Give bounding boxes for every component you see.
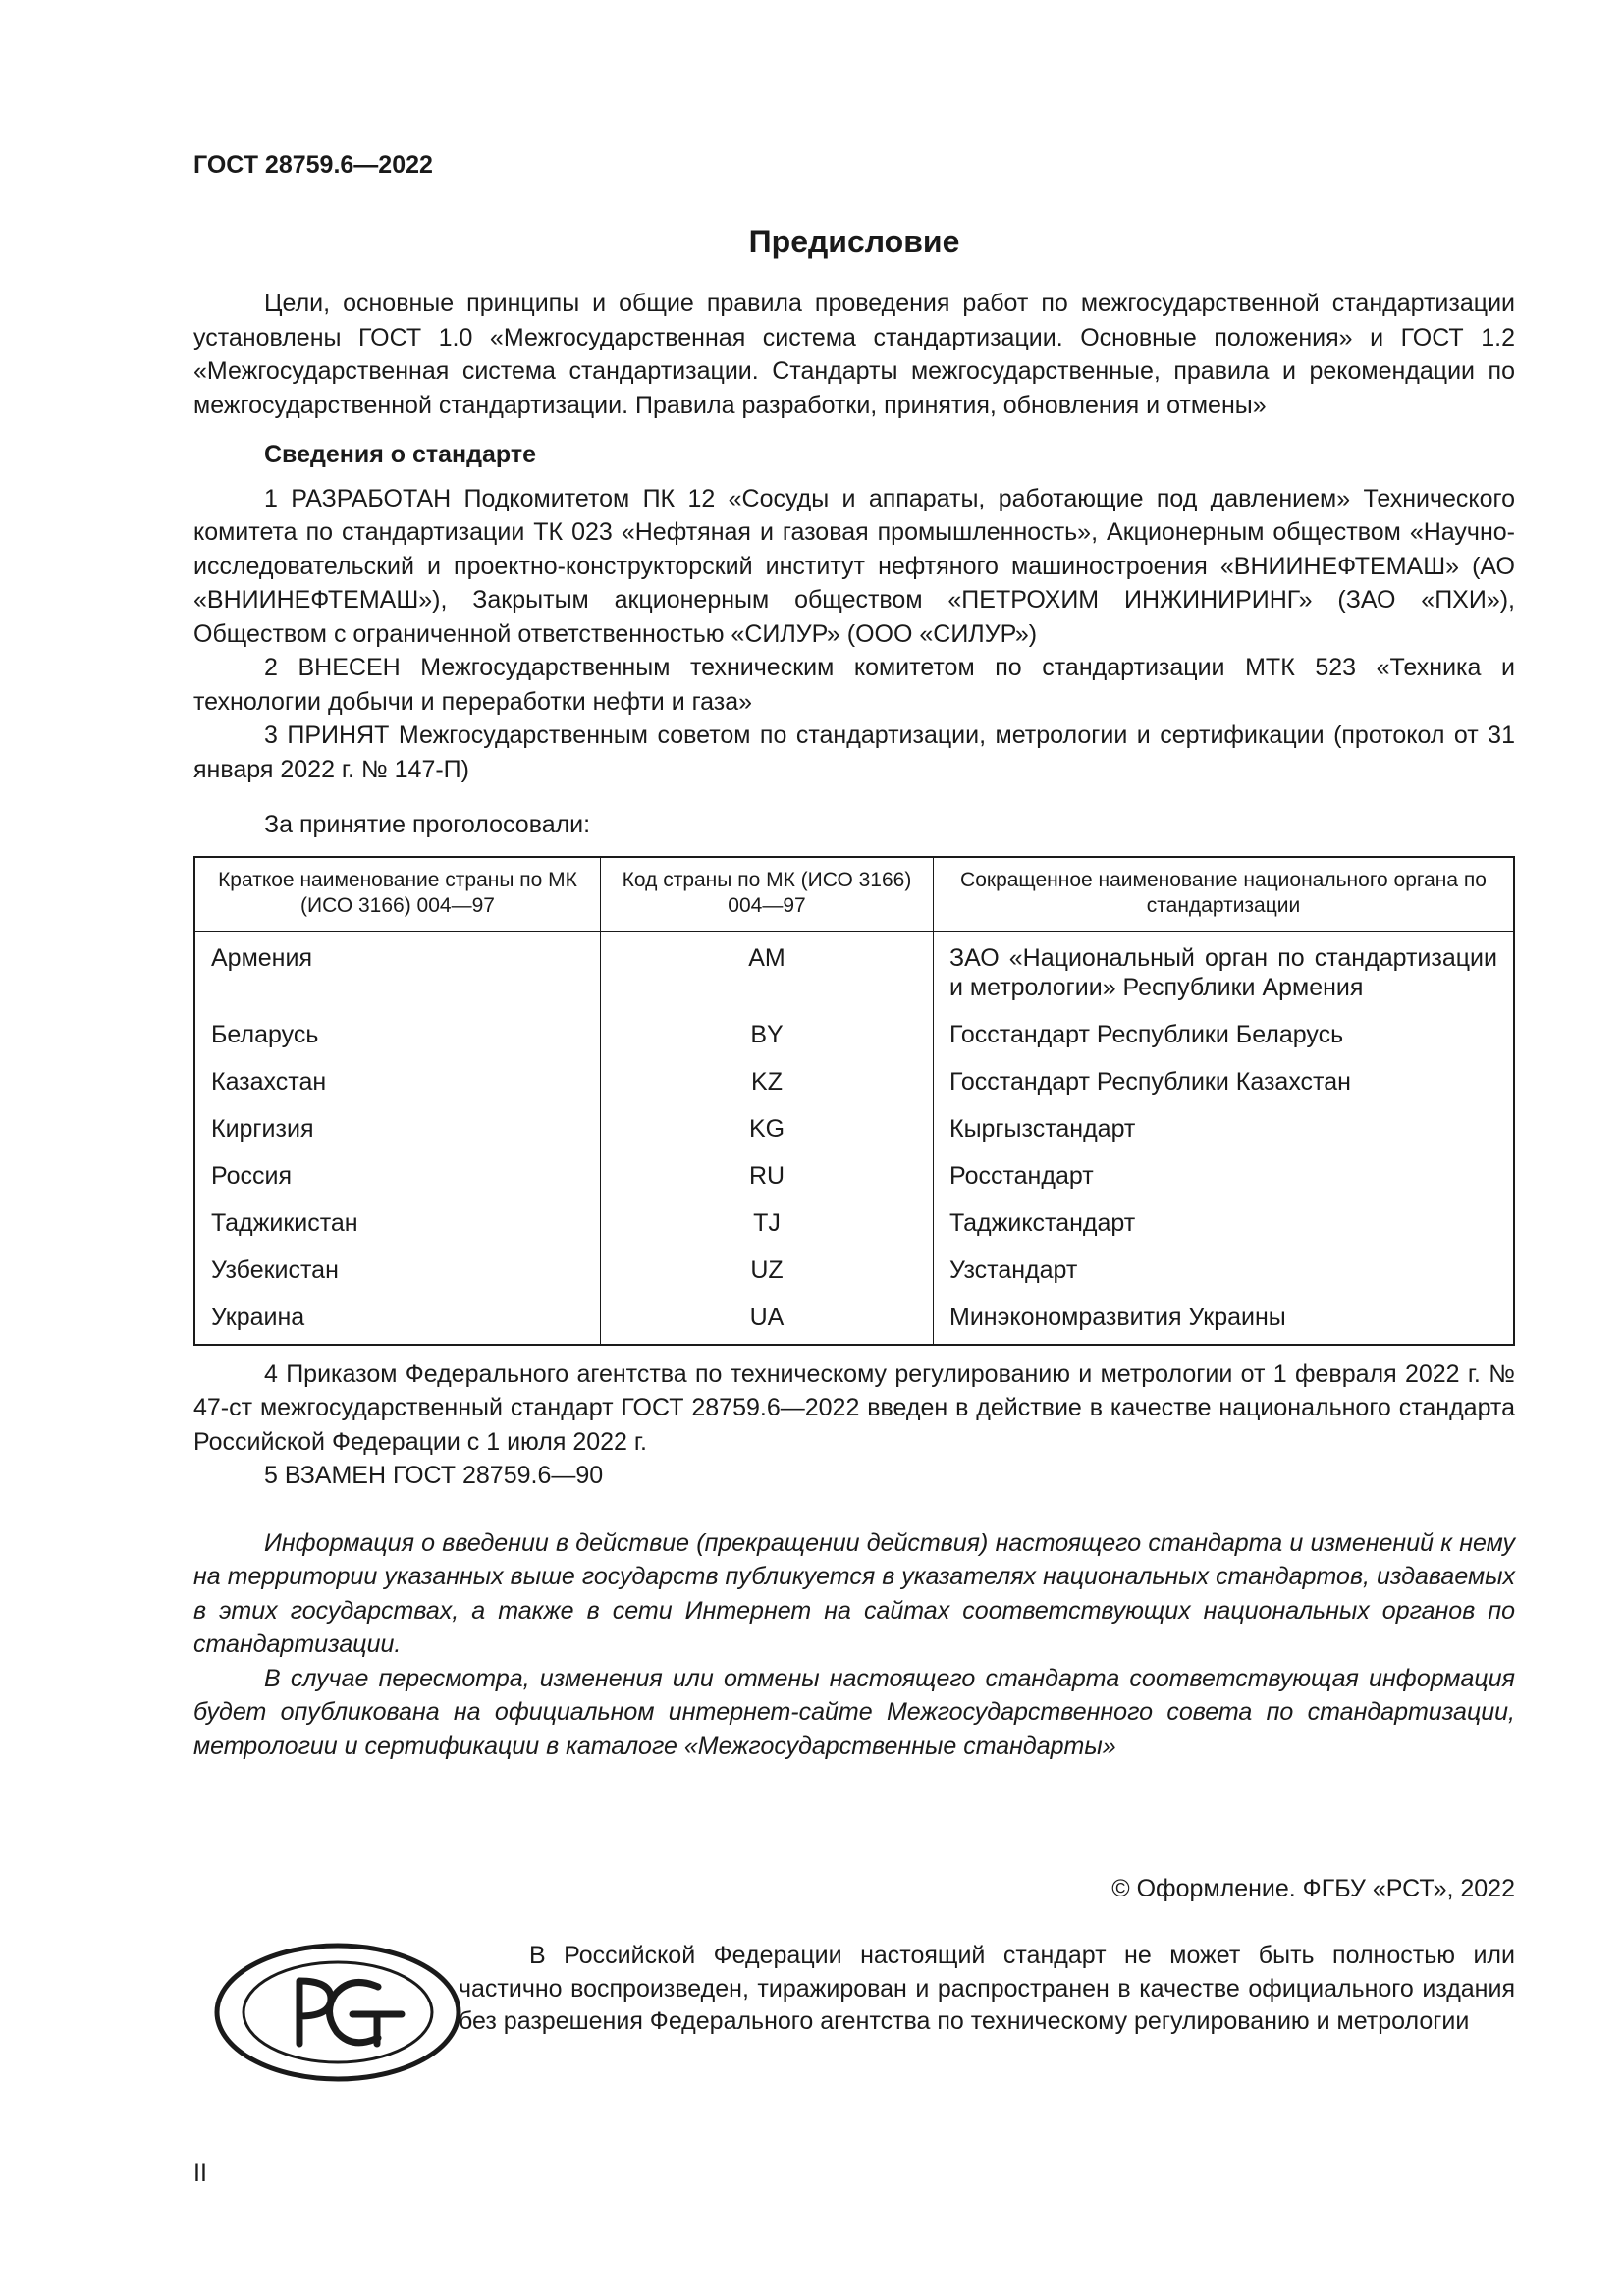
org-cell: Кыргызстандарт — [934, 1105, 1515, 1152]
country-cell: Армения — [194, 931, 601, 1011]
code-cell: KZ — [601, 1058, 934, 1105]
table-row — [194, 1058, 1514, 1105]
country-cell: Киргизия — [194, 1105, 601, 1152]
table-header-row — [194, 857, 1514, 932]
country-cell: Таджикистан — [194, 1200, 601, 1247]
table-row — [194, 1294, 1514, 1345]
italic-note-1: Информация о введении в действие (прекращении действия) настоящего стандарта и изменений к нему на территории указанных выше государств публикуется в указателях национальных стандартов, издаваемых в этих государствах, а также в сети Интернет на сайтах соответствующих национальных органов по стандартизации. — [193, 1528, 1515, 1658]
code-cell: RU — [601, 1152, 934, 1200]
table-row — [194, 931, 1514, 1011]
org-cell: Госстандарт Республики Беларусь — [934, 1011, 1515, 1058]
code-cell: TJ — [601, 1200, 934, 1247]
code-cell: UA — [601, 1294, 934, 1345]
item-5: 5 ВЗАМЕН ГОСТ 28759.6—90 — [264, 1462, 604, 1489]
table-row — [194, 1152, 1514, 1200]
document-body — [193, 287, 1515, 1763]
org-cell: ЗАО «Национальный орган по стандартизации и метрологии» Республики Армения — [934, 931, 1515, 1011]
standard-code: ГОСТ 28759.6—2022 — [193, 151, 433, 179]
copyright-line: © Оформление. ФГБУ «РСТ», 2022 — [1111, 1875, 1515, 1902]
intro-paragraph: Цели, основные принципы и общие правила проведения работ по межгосударственной стандартизации установлены ГОСТ 1.0 «Межгосударственная система стандартизации. Основные положения» и ГОСТ 1.2 «Межгосударственная система стандартизации. Стандарты межгосударственные, правила и рекомендации по межгосударственной стандартизации. Правила разработки, принятия, обновления и отмены» — [193, 290, 1515, 419]
org-cell: Таджикстандарт — [934, 1200, 1515, 1247]
org-cell: Госстандарт Республики Казахстан — [934, 1058, 1515, 1105]
country-cell: Беларусь — [194, 1011, 601, 1058]
org-cell: Узстандарт — [934, 1247, 1515, 1294]
country-cell: Украина — [194, 1294, 601, 1345]
header-country: Краткое наименование страны по МК (ИСО 3166) 004—97 — [194, 857, 601, 932]
page-title: Предисловие — [748, 224, 960, 259]
voted-label: За принятие проголосовали: — [264, 811, 591, 838]
item-4: 4 Приказом Федерального агентства по техническому регулированию и метрологии от 1 февраля 2022 г. № 47-ст межгосударственный стандарт ГОСТ 28759.6—2022 введен в действие в качестве национального стандарта Российской Федерации с 1 июля 2022 г. — [193, 1360, 1515, 1456]
country-cell: Узбекистан — [194, 1247, 601, 1294]
country-cell: Казахстан — [194, 1058, 601, 1105]
item-3: 3 ПРИНЯТ Межгосударственным советом по стандартизации, метрологии и сертификации (протокол от 31 января 2022 г. № 147-П) — [193, 721, 1515, 783]
org-cell: Росстандарт — [934, 1152, 1515, 1200]
header-code: Код страны по МК (ИСО 3166) 004—97 — [601, 857, 934, 932]
code-cell: BY — [601, 1011, 934, 1058]
notice-text: В Российской Федерации настоящий стандарт не может быть полностью или частично воспроизведен, тиражирован и распространен в качестве официального издания без разрешения Федерального агентства по техническому регулированию и метрологии — [459, 1942, 1515, 2035]
copyright-notice — [459, 1940, 1515, 2039]
votes-table — [193, 856, 1515, 1346]
code-cell: AM — [601, 931, 934, 1011]
org-cell: Минэкономразвития Украины — [934, 1294, 1515, 1345]
table-row — [194, 1105, 1514, 1152]
country-cell: Россия — [194, 1152, 601, 1200]
code-cell: UZ — [601, 1247, 934, 1294]
code-cell: KG — [601, 1105, 934, 1152]
page-number: II — [193, 2160, 207, 2187]
rst-logo-icon — [213, 1942, 463, 2084]
item-1: 1 РАЗРАБОТАН Подкомитетом ПК 12 «Сосуды и аппараты, работающие под давлением» Технического комитета по стандартизации ТК 023 «Нефтяная и газовая промышленность», Акционерным обществом «Научно-исследовательский и проектно-конструкторский институт нефтяного машиностроения «ВНИИНЕФТЕМАШ» (АО «ВНИИНЕФТЕМАШ»), Закрытым акционерным обществом «ПЕТРОХИМ ИНЖИНИРИНГ» (ЗАО «ПХИ»), Обществом с ограниченной ответственностью «СИЛУР» (ООО «СИЛУР») — [193, 484, 1515, 648]
italic-notes — [193, 1526, 1515, 1764]
header-organization: Сокращенное наименование национального органа по стандартизации — [934, 857, 1515, 932]
info-heading: Сведения о стандарте — [264, 441, 537, 468]
italic-note-2: В случае пересмотра, изменения или отмены настоящего стандарта соответствующая информация будет опубликована на официальном интернет-сайте Межгосударственного совета по стандартизации, метрологии и сертификации в каталоге «Межгосударственные стандарты» — [193, 1664, 1515, 1760]
table-row — [194, 1011, 1514, 1058]
table-row — [194, 1247, 1514, 1294]
table-row — [194, 1200, 1514, 1247]
item-2: 2 ВНЕСЕН Межгосударственным техническим комитетом по стандартизации МТК 523 «Техника и технологии добычи и переработки нефти и газа» — [193, 654, 1515, 716]
